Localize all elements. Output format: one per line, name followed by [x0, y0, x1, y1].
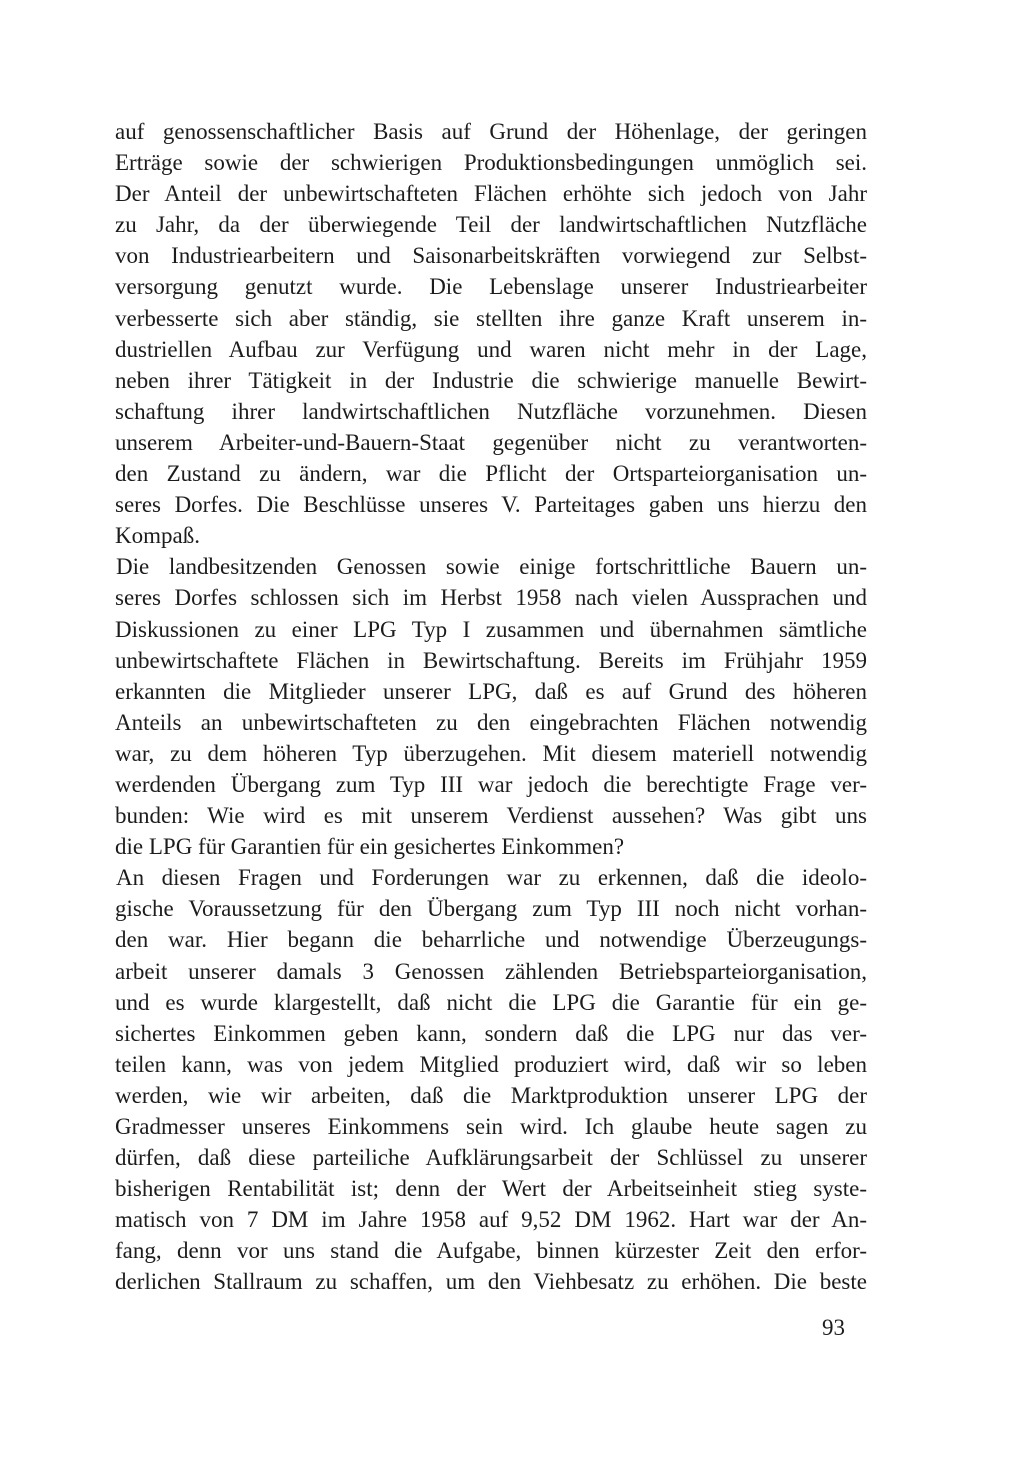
- text-line: dustriellen Aufbau zur Verfügung und waren nicht mehr in der Lage,: [115, 336, 867, 362]
- text-line: Erträge sowie der schwierigen Produktionsbedingungen unmöglich sei.: [115, 150, 867, 176]
- text-line: den war. Hier begann die beharrliche und notwendige Überzeugungs-: [115, 927, 867, 953]
- body-text: [115, 116, 867, 1298]
- text-line: erkannten die Mitglieder unserer LPG, daß es auf Grund des höheren: [115, 678, 867, 704]
- text-line: fang, denn vor uns stand die Aufgabe, binnen kürzester Zeit den erfor-: [115, 1238, 867, 1264]
- text-line: dürfen, daß diese parteiliche Aufklärungsarbeit der Schlüssel zu unserer: [115, 1145, 867, 1171]
- text-line: gische Voraussetzung für den Übergang zum Typ III noch nicht vorhan-: [115, 896, 867, 922]
- text-line: von Industriearbeitern und Saisonarbeitskräften vorwiegend zur Selbst-: [115, 243, 867, 269]
- text-line: teilen kann, was von jedem Mitglied produziert wird, daß wir so leben: [115, 1051, 867, 1077]
- text-line: zu Jahr, da der überwiegende Teil der landwirtschaftlichen Nutzfläche: [115, 212, 867, 238]
- text-line: werdenden Übergang zum Typ III war jedoch die berechtigte Frage ver-: [115, 771, 867, 797]
- text-line: die LPG für Garantien für ein gesichertes Einkommen?: [115, 834, 625, 860]
- page-number: 93: [822, 1315, 845, 1340]
- text-line: arbeit unserer damals 3 Genossen zählenden Betriebsparteiorganisation,: [115, 958, 867, 984]
- text-line: seres Dorfes. Die Beschlüsse unseres V. Parteitages gaben uns hierzu den: [115, 492, 867, 518]
- text-line: auf genossenschaftlicher Basis auf Grund der Höhenlage, der geringen: [115, 119, 867, 144]
- text-line: war, zu dem höheren Typ überzugehen. Mit diesem materiell notwendig: [115, 740, 867, 766]
- text-line: versorgung genutzt wurde. Die Lebenslage unserer Industriearbeiter: [115, 274, 867, 300]
- text-line: bunden: Wie wird es mit unserem Verdienst aussehen? Was gibt uns: [115, 803, 867, 829]
- text-line: neben ihrer Tätigkeit in der Industrie die schwierige manuelle Bewirt-: [115, 367, 867, 393]
- text-line: sichertes Einkommen geben kann, sondern daß die LPG nur das ver-: [115, 1020, 867, 1046]
- text-line: seres Dorfes schlossen sich im Herbst 1958 nach vielen Aussprachen und: [115, 585, 867, 611]
- text-line: Anteils an unbewirtschafteten zu den eingebrachten Flächen notwendig: [115, 709, 867, 735]
- text-line: Diskussionen zu einer LPG Typ I zusammen und übernahmen sämtliche: [115, 616, 867, 642]
- text-line: unserem Arbeiter-und-Bauern-Staat gegenüber nicht zu verantworten-: [115, 429, 867, 455]
- text-line: schaftung ihrer landwirtschaftlichen Nutzfläche vorzunehmen. Diesen: [115, 398, 867, 424]
- text-line: werden, wie wir arbeiten, daß die Marktproduktion unserer LPG der: [115, 1082, 867, 1108]
- text-line: derlichen Stallraum zu schaffen, um den Viehbesatz zu erhöhen. Die beste: [115, 1269, 867, 1295]
- text-line: Kompaß.: [115, 523, 200, 549]
- text-line: und es wurde klargestellt, daß nicht die LPG die Garantie für ein ge-: [115, 989, 867, 1015]
- text-line: Die landbesitzenden Genossen sowie einige fortschrittliche Bauern un-: [116, 554, 867, 580]
- text-line: Gradmesser unseres Einkommens sein wird. Ich glaube heute sagen zu: [115, 1114, 867, 1139]
- text-line: den Zustand zu ändern, war die Pflicht der Ortsparteiorganisation un-: [115, 461, 867, 487]
- text-line: matisch von 7 DM im Jahre 1958 auf 9,52 DM 1962. Hart war der An-: [115, 1207, 867, 1233]
- text-line: An diesen Fragen und Forderungen war zu erkennen, daß die ideolo-: [116, 865, 867, 891]
- text-line: unbewirtschaftete Flächen in Bewirtschaftung. Bereits im Frühjahr 1959: [115, 647, 867, 673]
- text-line: bisherigen Rentabilität ist; denn der Wert der Arbeitseinheit stieg syste-: [115, 1176, 867, 1202]
- text-line: Der Anteil der unbewirtschafteten Flächen erhöhte sich jedoch von Jahr: [115, 181, 867, 207]
- text-line: verbesserte sich aber ständig, sie stellten ihre ganze Kraft unserem in-: [115, 305, 867, 331]
